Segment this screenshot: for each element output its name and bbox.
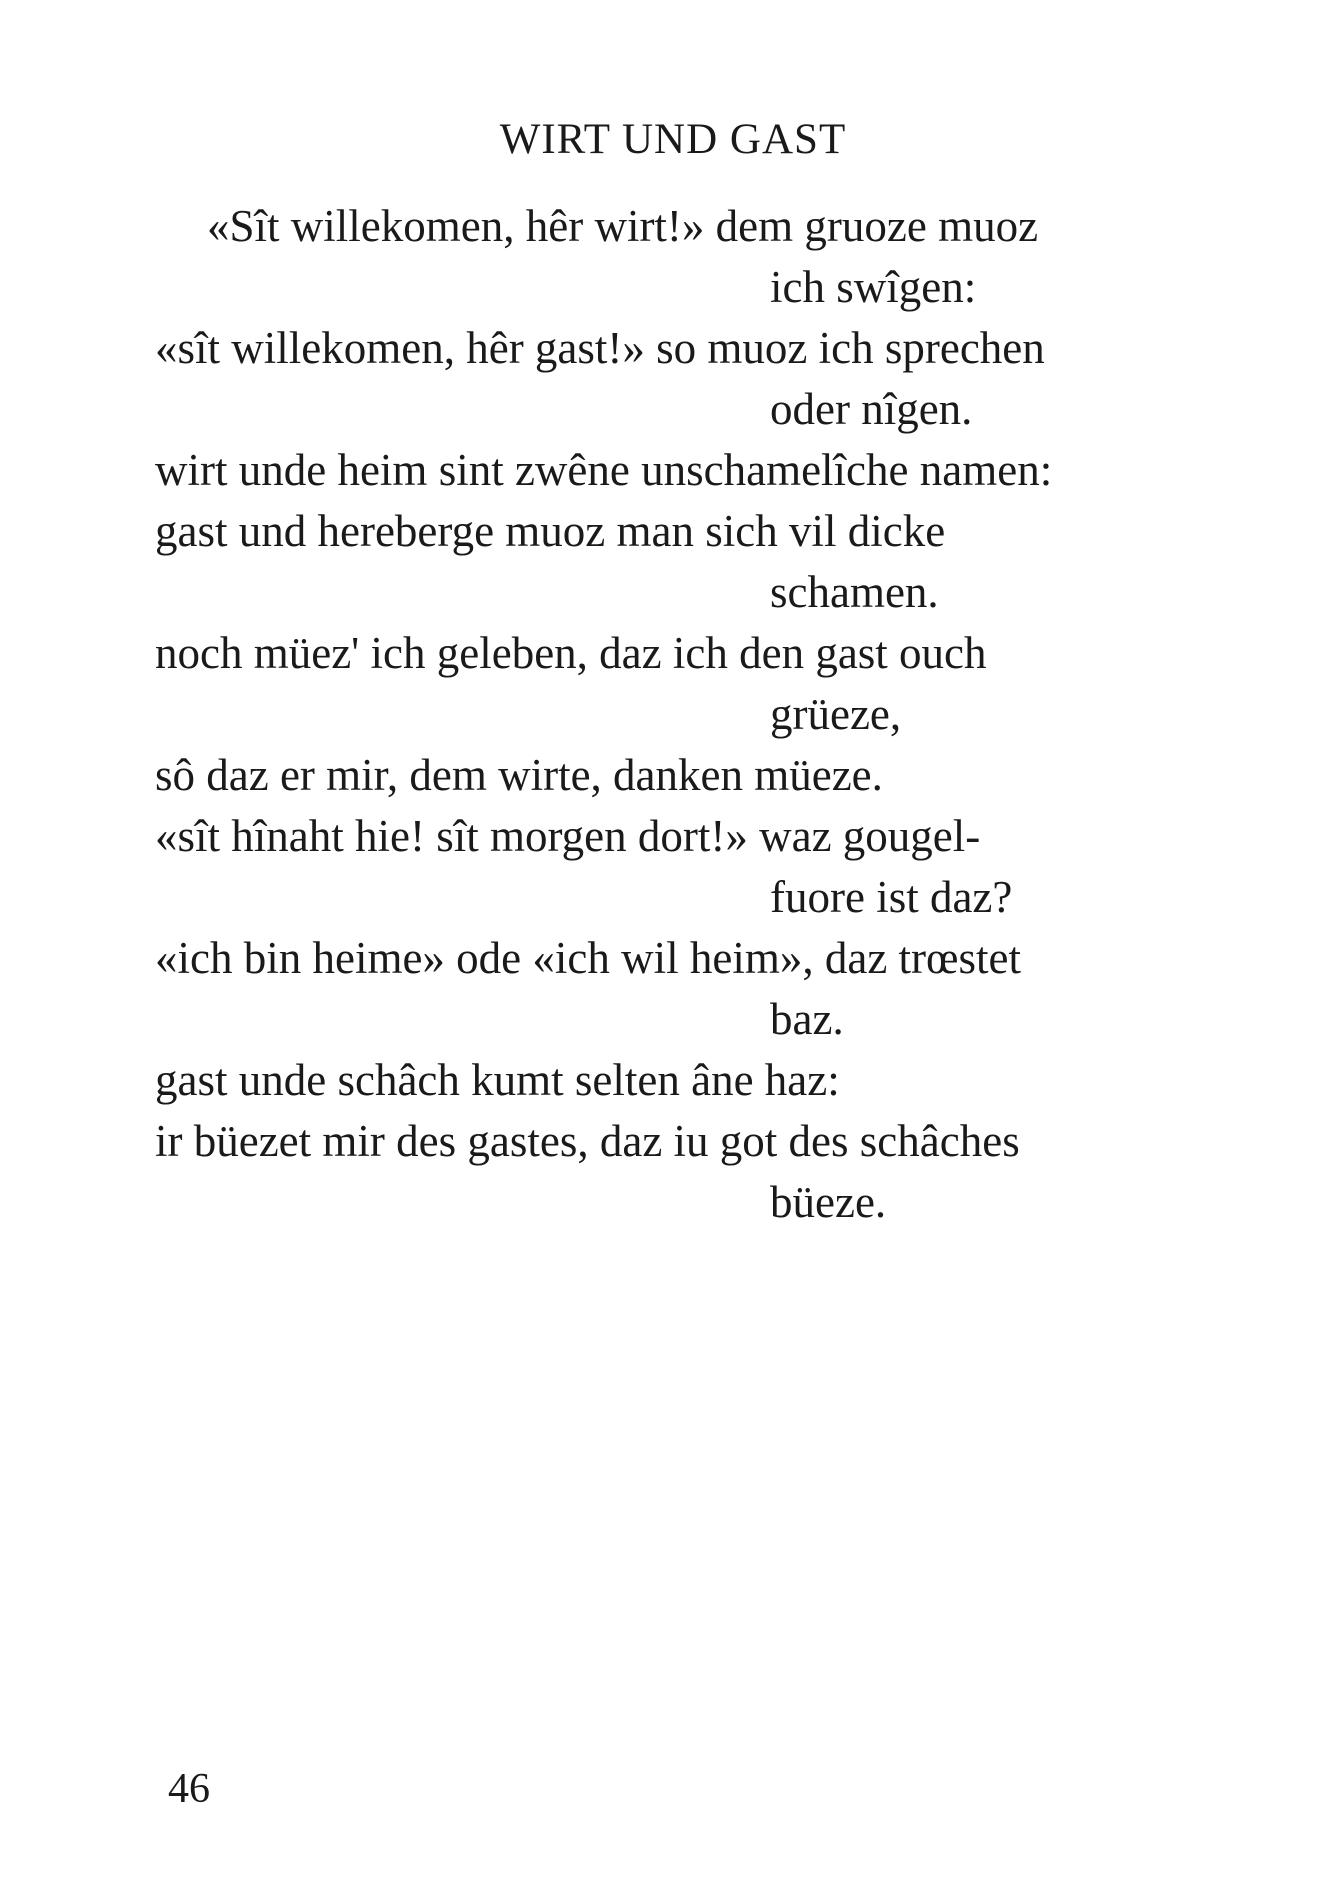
poem-line-continuation: schamen. xyxy=(770,567,939,617)
poem-line: «sît hînaht hie! sît morgen dort!» waz gougel- xyxy=(155,811,981,861)
poem-line: noch müez' ich geleben, daz ich den gast ouch xyxy=(155,628,987,678)
poem-line-continuation: baz. xyxy=(770,994,844,1044)
poem-line: «ich bin heime» ode «ich wil heim», daz trœstet xyxy=(155,933,1022,983)
poem-line: gast und hereberge muoz man sich vil dicke xyxy=(155,506,946,556)
poem-line: sô daz er mir, dem wirte, danken müeze. xyxy=(155,750,883,800)
poem-line-continuation: büeze. xyxy=(770,1177,887,1227)
poem-title: WIRT UND GAST xyxy=(499,116,847,163)
poem-line-continuation: ich swîgen: xyxy=(770,262,977,312)
poem-body xyxy=(155,196,1195,1233)
poem-line: gast unde schâch kumt selten âne haz: xyxy=(155,1055,840,1105)
poem-line-continuation: oder nîgen. xyxy=(770,384,973,434)
poem-line-continuation: grüeze, xyxy=(770,689,902,739)
poem-line: «Sît willekomen, hêr wirt!» dem gruoze muoz xyxy=(207,201,1039,251)
poem-line: wirt unde heim sint zwêne unschamelîche namen: xyxy=(155,445,1053,495)
poem-line-continuation: fuore ist daz? xyxy=(770,872,1013,922)
poem-line: ir büezet mir des gastes, daz iu got des schâches xyxy=(155,1116,1020,1166)
page-number: 46 xyxy=(168,1766,210,1812)
poem-line: «sît willekomen, hêr gast!» so muoz ich sprechen xyxy=(155,323,1045,373)
